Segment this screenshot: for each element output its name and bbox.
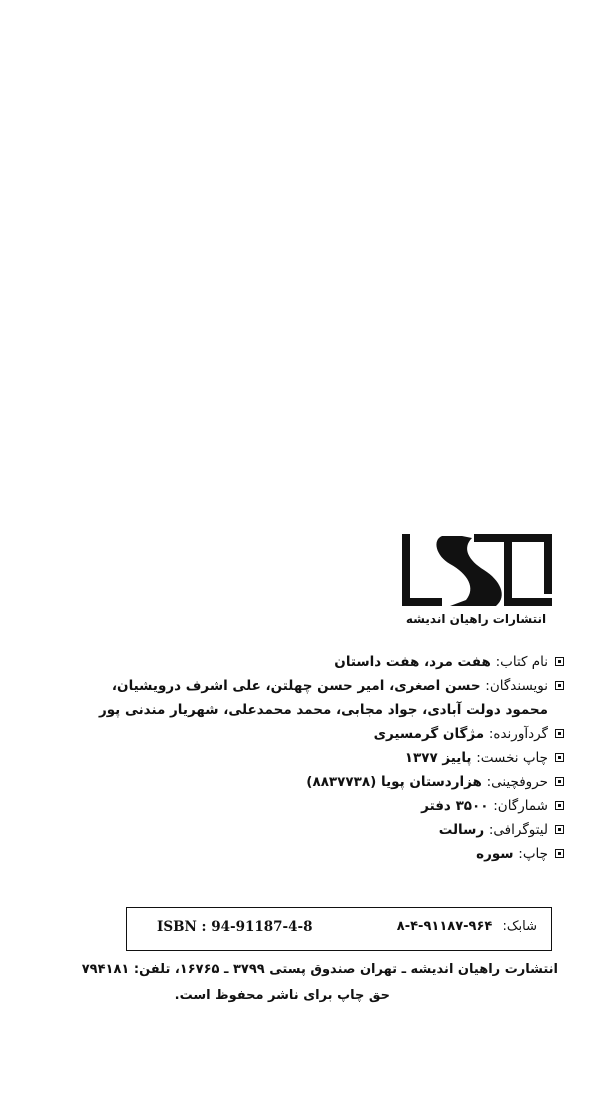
publisher-logo <box>396 530 556 612</box>
info-book-title <box>114 650 564 674</box>
info-label: نام کتاب: <box>495 654 548 670</box>
info-label: گردآورنده: <box>488 726 548 742</box>
isbn-persian-value: ۹۶۴-۹۱۱۸۷-۴-۸ <box>396 919 493 934</box>
publisher-name: انتشارات راهیان اندیشه <box>405 612 547 626</box>
info-value: ۳۵۰۰ دفتر <box>421 798 489 814</box>
square-bullet-icon <box>555 801 564 810</box>
square-bullet-icon <box>555 681 564 690</box>
isbn-persian-label: شابک: <box>502 919 537 934</box>
info-label: حروفچینی: <box>486 774 548 790</box>
isbn-latin: ISBN : 94-91187-4-8 <box>157 919 313 935</box>
publisher-address: انتشارت راهیان اندیشه ـ تهران صندوق پستی ۳۷۹۹ ـ ۱۶۷۶۵، تلفن: ۷۹۴۱۸۱ <box>81 962 558 977</box>
info-value: پاییز ۱۳۷۷ <box>404 750 472 766</box>
square-bullet-icon <box>555 753 564 762</box>
info-print-run <box>114 794 564 818</box>
square-bullet-icon <box>555 729 564 738</box>
info-label: چاپ: <box>518 846 548 862</box>
info-value: مژگان گرمسیری <box>373 726 485 742</box>
square-bullet-icon <box>555 657 564 666</box>
info-printing <box>114 842 564 866</box>
info-typesetting <box>114 770 564 794</box>
info-label: چاپ نخست: <box>476 750 548 766</box>
info-lithography <box>114 818 564 842</box>
info-value: هزاردستان پویا (۸۸۳۷۷۳۸) <box>306 774 482 790</box>
copyright-notice: حق چاپ برای ناشر محفوظ است. <box>174 988 390 1003</box>
info-authors <box>98 674 564 722</box>
info-label: شمارگان: <box>493 798 548 814</box>
isbn-box <box>126 907 552 951</box>
info-value: سوره <box>476 846 514 862</box>
isbn-persian <box>397 919 537 934</box>
info-first-print <box>114 746 564 770</box>
info-value: حسن اصغری، امیر حسن چهلتن، علی اشرف درویشیان، <box>111 678 481 694</box>
info-value: هفت مرد، هفت داستان <box>334 654 491 670</box>
info-compiler <box>114 722 564 746</box>
info-label: نویسندگان: <box>485 678 548 694</box>
square-bullet-icon <box>555 777 564 786</box>
info-label: لیتوگرافی: <box>488 822 548 838</box>
info-value: رسالت <box>438 822 485 838</box>
book-info-list <box>98 650 564 866</box>
square-bullet-icon <box>555 849 564 858</box>
square-bullet-icon <box>555 825 564 834</box>
info-value-continued: محمود دولت آبادی، جواد مجابی، محمد محمدعلی، شهریار مندنی پور <box>98 702 548 718</box>
